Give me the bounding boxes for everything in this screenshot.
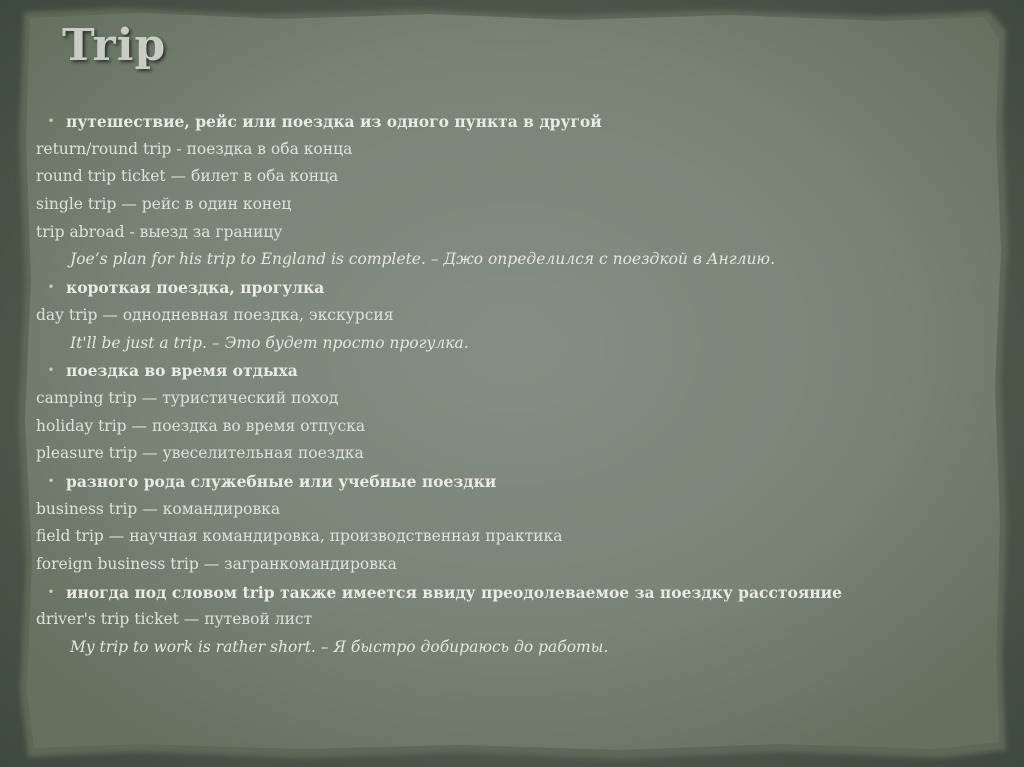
term-line: round trip ticket — билет в оба конца (36, 167, 339, 186)
bullet-heading: • разного рода служебные или учебные поездки (36, 468, 976, 496)
example-sentence: My trip to work is rather short. – Я быстро добираюсь до работы. (70, 638, 609, 657)
bullet-heading: • иногда под словом trip также имеется ввиду преодолеваемое за поездку расстояние (36, 579, 976, 607)
example-sentence: Joe’s plan for his trip to England is complete. – Джо определился с поездкой в Англию. (70, 250, 776, 269)
term-line: trip abroad - выезд за границу (36, 222, 283, 241)
term-line: camping trip — туристический поход (36, 388, 339, 407)
term-line: field trip — научная командировка, производственная практика (36, 527, 563, 546)
term-line: driver's trip ticket — путевой лист (36, 610, 313, 629)
term-line: business trip — командировка (36, 499, 281, 518)
bullet-icon: • (47, 114, 55, 128)
term-line: foreign business trip — загранкомандировка (36, 555, 397, 573)
term-line: single trip — рейс в один конец (36, 195, 292, 214)
bullet-icon: • (47, 473, 55, 488)
term-line: pleasure trip — увеселительная поездка (36, 444, 364, 463)
bullet-heading: • поездка во время отдыха (36, 357, 976, 385)
bullet-icon: • (47, 584, 55, 599)
bullet-icon: • (47, 280, 55, 295)
bullet-heading: • короткая поездка, прогулка (36, 274, 976, 302)
slide-title: Trip (62, 20, 167, 71)
bullet-heading: • путешествие, рейс или поездка из одного пункта в другой (36, 108, 976, 136)
bullet-icon: • (47, 363, 55, 378)
term-line: day trip — однодневная поездка, экскурсия (36, 305, 394, 324)
example-sentence: It'll be just a trip. – Это будет просто прогулка. (70, 333, 469, 352)
term-line: return/round trip - поездка в оба конца (36, 139, 353, 158)
term-line: holiday trip — поездка во время отпуска (36, 416, 366, 435)
word-definitions-list (36, 108, 976, 662)
